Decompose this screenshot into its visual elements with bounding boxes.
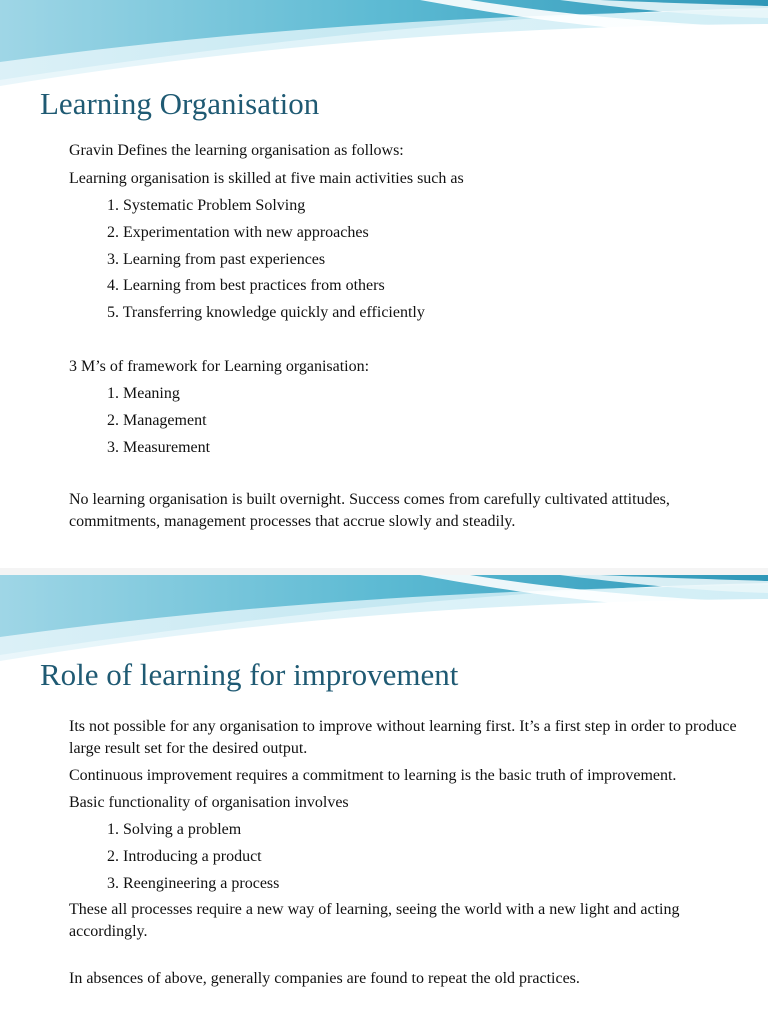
slide-title: Learning Organisation (40, 86, 320, 121)
list-item: 4. Learning from best practices from others (107, 277, 385, 295)
conclusion-text: No learning organisation is built overnight. Success comes from carefully cultivated attitudes, commitments, management processes that accrue slowly and steadily. (69, 491, 670, 531)
list-item: 5. Transferring knowledge quickly and efficiently (107, 304, 425, 322)
list-item: 1. Meaning (107, 384, 180, 402)
paragraph: Its not possible for any organisation to improve without learning first. It’s a first step in order to produce large result set for the desired output. (69, 718, 737, 757)
functions-list (69, 819, 739, 900)
list-item: 2. Experimentation with new approaches (107, 223, 369, 241)
slide-body (69, 716, 739, 995)
activities-list (69, 195, 739, 329)
paragraph: Continuous improvement requires a commitment to learning is the basic truth of improvement. (69, 767, 677, 784)
framework-intro: 3 M’s of framework for Learning organisation: (69, 357, 370, 375)
list-item: 3. Reengineering a process (107, 875, 280, 892)
header-wave-decoration (0, 0, 768, 90)
slide-role-of-learning (0, 575, 768, 1024)
list-item: 1. Solving a problem (107, 821, 242, 838)
spacer (69, 468, 739, 490)
slide-title: Role of learning for improvement (40, 657, 459, 692)
paragraph: Basic functionality of organisation involves (69, 794, 349, 811)
spacer (69, 948, 739, 970)
slide-body (69, 140, 739, 538)
list-item: 2. Management (107, 411, 207, 429)
intro-text: Gravin Defines the learning organisation as follows: (69, 142, 404, 159)
list-item: 1. Systematic Problem Solving (107, 197, 306, 214)
framework-list (69, 383, 739, 463)
list-item: 2. Introducing a product (107, 848, 262, 865)
header-wave-decoration (0, 575, 768, 665)
spacer (69, 334, 739, 356)
activities-intro: Learning organisation is skilled at five main activities such as (69, 170, 464, 187)
list-item: 3. Measurement (107, 438, 211, 456)
slide-separator (0, 568, 768, 575)
paragraph: These all processes require a new way of learning, seeing the world with a new light and acting accordingly. (69, 901, 680, 940)
list-item: 3. Learning from past experiences (107, 250, 326, 268)
paragraph: In absences of above, generally companies are found to repeat the old practices. (69, 970, 580, 987)
